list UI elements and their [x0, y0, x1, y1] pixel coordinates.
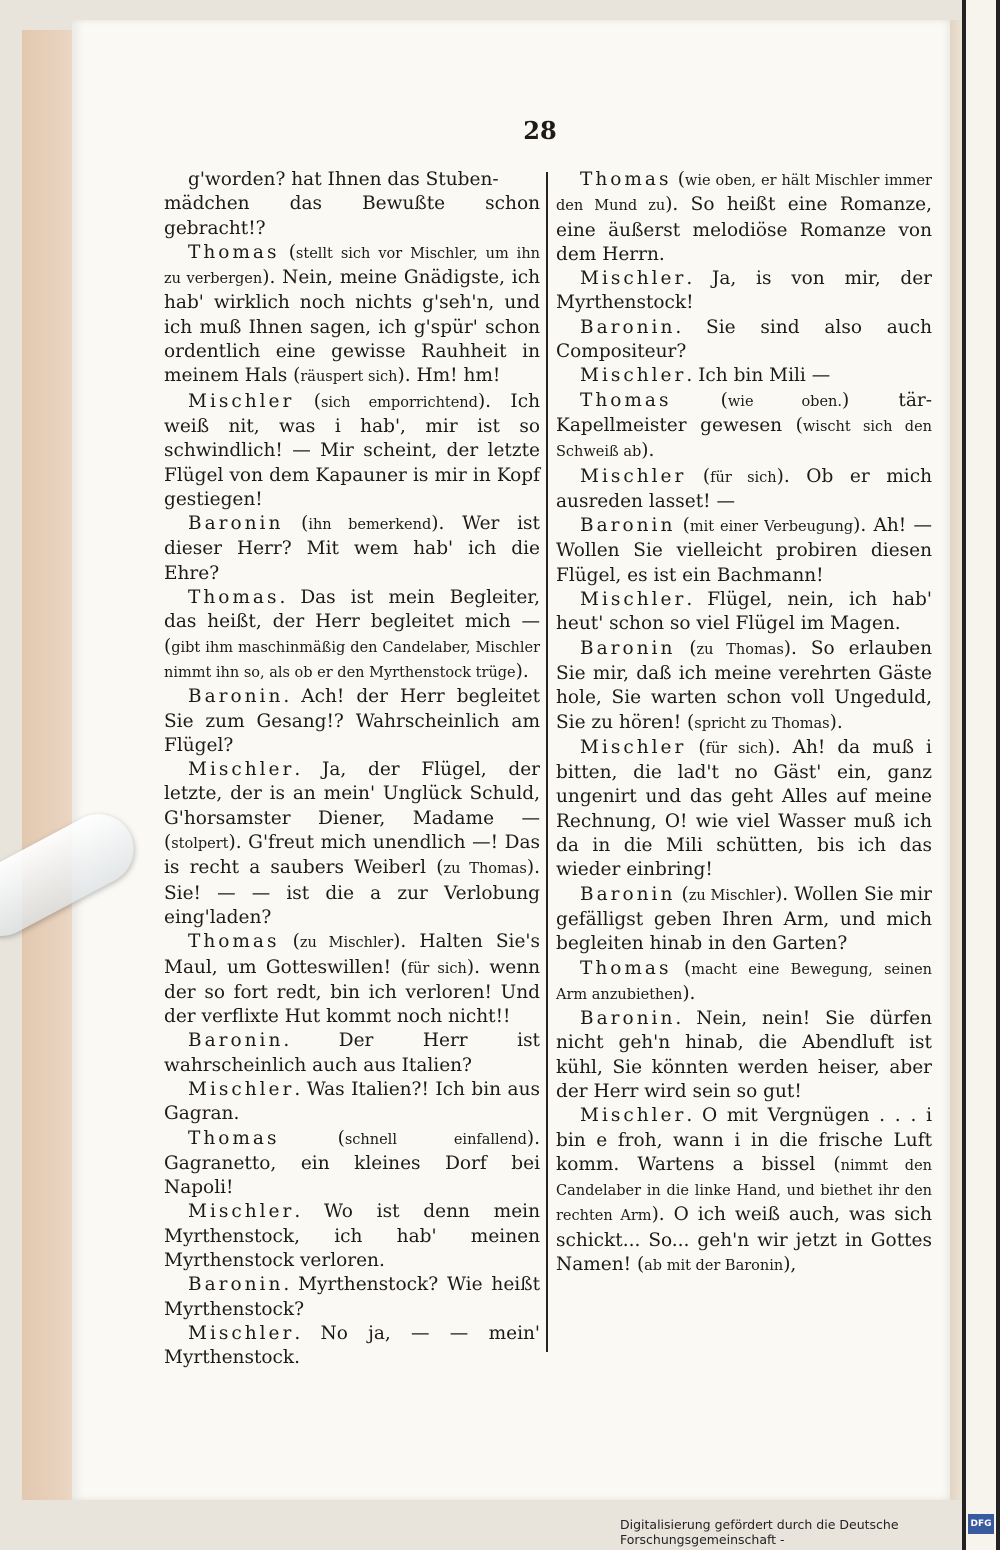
stage-direction: wie oben.	[727, 393, 842, 410]
speaker-name: Mischler	[580, 736, 687, 758]
dialogue-text: (	[686, 736, 706, 758]
speaker-name: Thomas	[580, 389, 672, 411]
dialogue-text: ). Ah! — Wollen Sie vielleicht probiren diesen Flügel, es ist ein Bachmann!	[556, 515, 932, 586]
stage-direction: stellt sich vor Mischler, um ihn zu verbergen	[164, 245, 540, 288]
stage-direction: für sich	[710, 469, 777, 486]
dialogue-text: . Myrthenstock? Wie heißt Myrthenstock?	[164, 1274, 540, 1320]
dialogue-paragraph	[556, 514, 932, 588]
scanner-frame-right	[962, 0, 1000, 1550]
dialogue-paragraph	[556, 389, 932, 465]
speaker-name: Baronin	[188, 513, 284, 535]
dialogue-text: ). Wer ist dieser Herr? Mit wem hab' ich die Ehre?	[164, 513, 540, 584]
dialogue-text: (	[686, 465, 711, 487]
dialogue-paragraph	[556, 168, 932, 267]
dialogue-text: (	[279, 931, 300, 953]
stage-direction: zu Thomas	[696, 641, 784, 658]
dialogue-text: . Ja, der Flügel, der letzte, der is an mein' Unglück Schuld, G'horsamster Diener, Madame — (	[164, 759, 540, 854]
stage-direction: mit einer Verbeugung	[689, 519, 854, 536]
speaker-name: Baronin	[580, 637, 676, 659]
dialogue-paragraph	[556, 883, 932, 957]
speaker-name: Mischler	[188, 759, 295, 781]
speaker-name: Mischler	[580, 1105, 687, 1127]
stage-direction: nimmt den Candelaber in die linke Hand, und biethet ihr den rechten Arm	[556, 1157, 932, 1225]
dialogue-text: ). Ich weiß nit, was i hab', mir ist so schwindlich! — Mir scheint, der letzte Flügel von dem Kapauner is mir in Kopf gestiegen!	[164, 390, 540, 510]
dialogue-text: . Nein, nein! Sie dürfen nicht geh'n hinab, die Abendluft ist kühl, Sie könnten werden heiser, aber der Herr wird sein so gut!	[556, 1008, 932, 1102]
speaker-name: Baronin	[188, 686, 284, 708]
dialogue-paragraph	[556, 957, 932, 1008]
stage-direction: spricht zu Thomas	[694, 715, 830, 732]
dialogue-paragraph	[556, 267, 932, 316]
dialogue-text: ).	[829, 711, 843, 733]
dialogue-paragraph	[164, 1322, 540, 1371]
dialogue-paragraph	[164, 685, 540, 758]
dialogue-text: ). Ob er mich ausreden lasset! —	[556, 465, 932, 512]
speaker-name: Thomas	[188, 587, 280, 609]
dialogue-text: ).	[682, 982, 696, 1004]
speaker-name: Baronin	[580, 1008, 676, 1030]
dialogue-paragraph	[164, 512, 540, 586]
dialogue-text: . Das ist mein Begleiter, das heißt, der Herr begleitet mich — (	[164, 587, 540, 657]
dialogue-text: ).	[641, 440, 655, 462]
dialogue-text: (	[675, 637, 697, 659]
speaker-name: Mischler	[188, 1201, 295, 1223]
speaker-name: Thomas	[188, 1127, 280, 1149]
stage-direction: wischt sich den Schweiß ab	[556, 418, 932, 461]
dialogue-paragraph	[164, 1078, 540, 1127]
dialogue-paragraph	[164, 241, 540, 390]
stage-direction: macht eine Bewegung, seinen Arm anzubiethen	[556, 961, 932, 1003]
dialogue-text: ). Halten Sie's Maul, um Gotteswillen! (	[164, 931, 540, 978]
speaker-name: Baronin	[188, 1274, 284, 1296]
text-column-right	[556, 168, 932, 1278]
stage-direction: wie oben, er hält Mischler immer den Mund zu	[556, 173, 932, 215]
dialogue-paragraph	[164, 390, 540, 512]
dialogue-paragraph	[164, 168, 540, 192]
dialogue-text: (	[294, 390, 321, 412]
dialogue-text: (	[671, 389, 728, 411]
dialogue-paragraph	[556, 465, 932, 515]
dialogue-text: ). wenn der so fort redt, bin ich verloren! Und der verflixte Hut kommt noch nicht!!	[164, 956, 540, 1028]
dialogue-text: ). O ich weiß auch, was sich schickt... So... geh'n wir jetzt in Gottes Namen! (	[556, 1204, 932, 1276]
dialogue-text: ). So erlauben Sie mir, daß ich meine verehrten Gäste hole, Sie warten schon voll Ungeduld, Sie zu hören! (	[556, 637, 932, 733]
dialogue-text: g'worden? hat Ihnen das Stuben-	[188, 169, 499, 190]
speaker-name: Baronin	[188, 1030, 284, 1052]
dialogue-paragraph	[164, 192, 540, 241]
speaker-name: Baronin	[580, 883, 676, 905]
dialogue-paragraph	[556, 364, 932, 388]
speaker-name: Mischler	[580, 465, 687, 487]
stage-direction: ihn bemerkend	[308, 517, 432, 534]
speaker-name: Thomas	[188, 241, 280, 263]
stage-direction: zu Mischler	[299, 935, 394, 952]
dialogue-text: (	[671, 957, 692, 979]
speaker-name: Mischler	[188, 390, 295, 412]
speaker-name: Mischler	[188, 1322, 295, 1344]
dialogue-text: (	[283, 513, 309, 535]
stage-direction: für sich	[705, 740, 768, 757]
dialogue-text: (	[279, 241, 296, 263]
dialogue-text: ). G'freut mich unendlich —! Das is recht a saubers Weiberl (	[164, 832, 540, 879]
dialogue-paragraph	[164, 586, 540, 685]
dialogue-text: (	[675, 883, 689, 905]
adjacent-page-strip	[966, 0, 996, 1550]
dialogue-paragraph	[164, 1273, 540, 1322]
dialogue-paragraph	[556, 1007, 932, 1104]
dialogue-text: ). Gagranetto, ein kleines Dorf bei Napoli!	[164, 1127, 540, 1199]
dialogue-text: . No ja, — — mein' Myrthenstock.	[164, 1322, 540, 1369]
dialogue-text: ). Hm! hm!	[397, 365, 501, 387]
dialogue-paragraph	[164, 758, 540, 930]
digitization-credit: Digitalisierung gefördert durch die Deutsche Forschungsgemeinschaft -	[620, 1517, 899, 1547]
dialogue-text: . Ach! der Herr begleitet Sie zum Gesang!? Wahrscheinlich am Flügel?	[164, 686, 540, 756]
dialogue-text: (	[671, 169, 685, 190]
dialogue-text: . Was Italien?! Ich bin aus Gagran.	[164, 1078, 540, 1125]
dialogue-text: . Flügel, nein, ich hab' heut' schon so viel Flügel im Magen.	[556, 589, 932, 635]
speaker-name: Mischler	[580, 268, 687, 290]
dialogue-text: mädchen das Bewußte schon gebracht!?	[164, 193, 540, 239]
dialogue-paragraph	[556, 588, 932, 637]
speaker-name: Mischler	[580, 589, 687, 611]
dialogue-text: ). Sie! — — ist die a zur Verlobung eing'laden?	[164, 857, 540, 928]
text-column-left	[164, 168, 540, 1371]
dialogue-text: ),	[783, 1254, 797, 1276]
dialogue-text: ). Wollen Sie mir gefälligst geben Ihren Arm, und mich begleiten hinab in den Garten?	[556, 883, 932, 955]
stage-direction: stolpert	[171, 836, 229, 853]
dfg-logo: DFG	[968, 1514, 994, 1534]
speaker-name: Thomas	[580, 169, 672, 190]
stage-direction: für sich	[407, 960, 467, 977]
dialogue-paragraph	[556, 736, 932, 883]
dialogue-text: ) tär-Kapellmeister gewesen (	[556, 389, 932, 436]
dialogue-paragraph	[164, 1127, 540, 1201]
dialogue-text: . O mit Vergnügen . . . i bin e froh, wann i in die frische Luft komm. Wartens a bissel (	[556, 1105, 932, 1175]
dialogue-paragraph	[556, 316, 932, 365]
dialogue-paragraph	[164, 1200, 540, 1273]
speaker-name: Baronin	[580, 515, 676, 537]
column-divider	[546, 172, 548, 1352]
stage-direction: schnell einfallend	[344, 1131, 527, 1148]
speaker-name: Thomas	[188, 931, 280, 953]
dialogue-text: . Ich bin Mili —	[686, 365, 831, 387]
dialogue-text: . Ja, is von mir, der Myrthenstock!	[556, 268, 932, 314]
dialogue-paragraph	[164, 1029, 540, 1078]
dialogue-text: (	[675, 515, 690, 537]
dialogue-text: . Wo ist denn mein Myrthenstock, ich hab' meinen Myrthenstock verloren.	[164, 1201, 540, 1272]
dialogue-paragraph	[556, 1104, 932, 1278]
stage-direction: zu Mischler	[688, 887, 776, 904]
stage-direction: gibt ihm maschinmäßig den Candelaber, Mischler nimmt ihn so, als ob er den Myrthenstock trüge	[164, 639, 540, 681]
dialogue-paragraph	[556, 637, 932, 736]
stage-direction: ab mit der Baronin	[644, 1258, 784, 1275]
dialogue-text: ).	[515, 660, 529, 682]
dialogue-text: ). Ah! da muß i bitten, die lad't no Gäst' ein, ganz ungenirt und das geht Alles auf meine Rechnung, O! wie viel Wasser muß ich da in die Mili schütten, bis ich das wieder einbring!	[556, 736, 932, 881]
speaker-name: Mischler	[188, 1078, 295, 1100]
dialogue-text: . Der Herr ist wahrscheinlich auch aus Italien?	[164, 1030, 540, 1076]
speaker-name: Thomas	[580, 957, 672, 979]
dialogue-paragraph	[164, 930, 540, 1029]
stage-direction: sich emporrichtend	[320, 394, 478, 411]
speaker-name: Baronin	[580, 316, 676, 338]
dialogue-text: (	[279, 1127, 345, 1149]
dialogue-text: . Sie sind also auch Compositeur?	[556, 316, 932, 363]
dialogue-text: ). So heißt eine Romanze, eine äußerst melodiöse Romanze von dem Herrn.	[556, 194, 932, 265]
stage-direction: zu Thomas	[443, 861, 527, 878]
stage-direction: räuspert sich	[300, 369, 398, 386]
speaker-name: Mischler	[580, 365, 687, 387]
page-number: 28	[523, 116, 557, 145]
dialogue-text: ). Nein, meine Gnädigste, ich hab' wirklich noch nichts g'seh'n, und ich muß Ihnen sagen, ich g'spür' schon ordentlich eine gewisse Rauhheit in meinem Hals (	[164, 267, 540, 387]
